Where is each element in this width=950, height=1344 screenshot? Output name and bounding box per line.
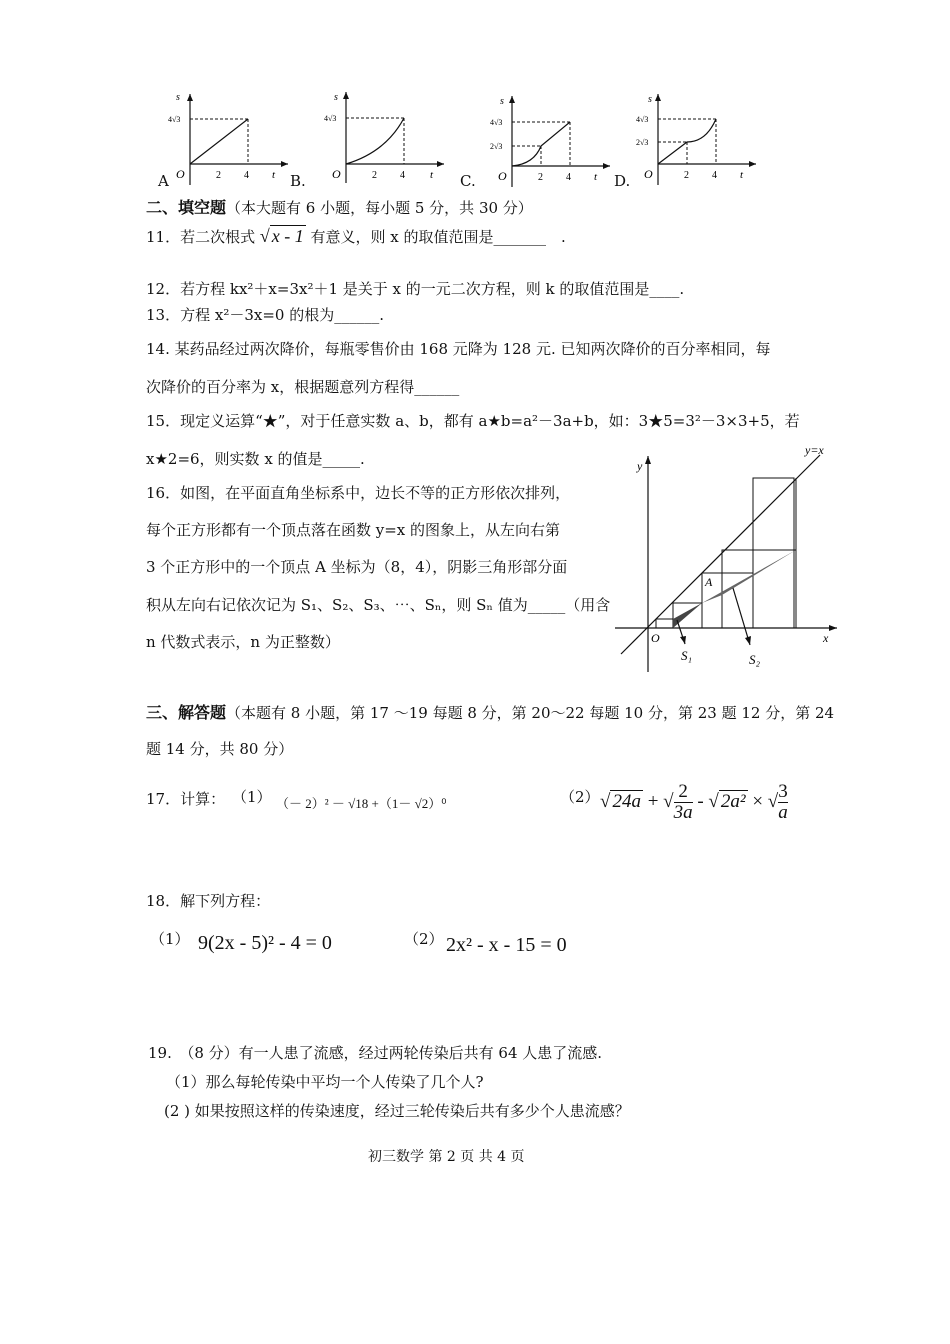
svg-text:O: O bbox=[644, 167, 653, 181]
svg-text:O: O bbox=[332, 167, 341, 181]
question-13: 13．方程 x²－3x=0 的根为______. bbox=[146, 306, 384, 324]
svg-text:2: 2 bbox=[216, 170, 221, 181]
figure-x-label: x bbox=[823, 631, 829, 645]
section-2-heading bbox=[146, 195, 533, 218]
question-12: 12．若方程 kx²＋x=3x²＋1 是关于 x 的一元二次方程，则 k 的取值范围是____. bbox=[146, 280, 685, 298]
svg-text:t: t bbox=[594, 171, 598, 183]
question-18-equation-2: 2x² - x - 15 = 0 bbox=[446, 934, 567, 956]
question-16-line-5: n 代数式表示，n 为正整数） bbox=[146, 633, 340, 651]
question-14-line-1: 14. 某药品经过两次降价，每瓶零售价由 168 元降为 128 元. 已知两次降价的百分率相同，每 bbox=[146, 340, 771, 358]
section-3-note-1: （本题有 8 小题，第 17 ～19 每题 8 分，第 20～22 每题 10 分，第 23 题 12 分，第 24 bbox=[226, 704, 835, 722]
option-b-label: B. bbox=[290, 172, 306, 190]
question-19-line-3: (2 ) 如果按照这样的传染速度，经过三轮传染后共有多少个人患流感？ bbox=[164, 1102, 630, 1120]
svg-text:2: 2 bbox=[684, 170, 689, 181]
question-18-part-1: （1） bbox=[150, 930, 190, 948]
question-16-line-4: 积从左向右记依次记为 S₁、S₂、S₃、⋯、Sₙ，则 Sₙ 值为_____（用含 bbox=[146, 596, 611, 614]
svg-text:4√3: 4√3 bbox=[324, 114, 337, 123]
graph-d-svg bbox=[628, 90, 758, 190]
svg-text:2√3: 2√3 bbox=[636, 138, 649, 147]
graph-option-a bbox=[160, 90, 290, 190]
svg-text:4√3: 4√3 bbox=[490, 118, 503, 127]
question-15-line-2: x★2=6，则实数 x 的值是_____. bbox=[146, 450, 365, 468]
figure-y-label: y bbox=[637, 459, 643, 473]
question-16-line-3: 3 个正方形中的一个顶点 A 坐标为（8，4），阴影三角形部分面 bbox=[146, 558, 568, 576]
svg-text:s: s bbox=[334, 92, 338, 103]
svg-text:t: t bbox=[430, 169, 434, 181]
svg-text:4: 4 bbox=[712, 170, 717, 181]
svg-text:t: t bbox=[272, 169, 276, 181]
question-15-line-1: 15．现定义运算“★”，对于任意实数 a、b，都有 a★b=a²－3a+b，如：3★5=3²－3×3+5，若 bbox=[146, 412, 800, 430]
svg-text:4: 4 bbox=[244, 170, 249, 181]
option-d-label: D. bbox=[614, 172, 631, 190]
section-3-heading bbox=[146, 700, 834, 723]
sqrt-term-1: √ 24a bbox=[600, 790, 641, 812]
graph-b-svg bbox=[316, 88, 446, 188]
question-19-line-1: 19. （8 分）有一人患了流感，经过两轮传染后共有 64 人患了流感. bbox=[148, 1044, 603, 1062]
question-17-label: 17．计算： bbox=[146, 790, 226, 808]
sqrt-radicand: x - 1 bbox=[271, 226, 304, 246]
svg-text:2√3: 2√3 bbox=[490, 142, 503, 151]
svg-text:s: s bbox=[648, 94, 652, 105]
question-17-part-2: （2） bbox=[560, 788, 600, 806]
question-17-expr-1: （－ 2）² － √18 +（1－ √2）⁰ bbox=[276, 796, 447, 811]
section-3-note-2: 题 14 分，共 80 分） bbox=[146, 740, 294, 758]
svg-text:O: O bbox=[498, 169, 507, 183]
graph-c-svg bbox=[482, 92, 612, 192]
option-c-label: C. bbox=[460, 172, 476, 190]
section-3-title: 三、解答题 bbox=[146, 703, 227, 722]
question-16-line-1: 16．如图，在平面直角坐标系中，边长不等的正方形依次排列， bbox=[146, 484, 571, 502]
question-16-line-2: 每个正方形都有一个顶点落在函数 y=x 的图象上，从左向右第 bbox=[146, 521, 561, 539]
question-19-line-2: （1）那么每轮传染中平均一个人传染了几个人? bbox=[166, 1073, 484, 1091]
question-17-part-1: （1） bbox=[232, 788, 272, 806]
question-17-expr-2: √ 24a + √ $\frac{2}{3a}$ - √ 2a² × √ $\frac{3}{a}$ bbox=[600, 781, 788, 823]
figure-origin: O bbox=[651, 631, 660, 645]
axis-s-label: s bbox=[176, 92, 180, 103]
figure-point-a: A bbox=[705, 575, 713, 589]
question-18-equation-1: 9(2x - 5)² - 4 = 0 bbox=[198, 932, 332, 954]
question-14-line-2: 次降价的百分率为 x，根据题意列方程得______ bbox=[146, 378, 460, 396]
question-18-label: 18．解下列方程： bbox=[146, 892, 271, 910]
svg-text:2: 2 bbox=[372, 170, 377, 181]
page-footer: 初三数学 第 2 页 共 4 页 bbox=[368, 1149, 525, 1165]
svg-text:4: 4 bbox=[400, 170, 405, 181]
svg-text:s: s bbox=[500, 96, 504, 107]
sqrt-term-3: √ 2a² bbox=[708, 790, 746, 812]
svg-text:4√3: 4√3 bbox=[636, 115, 649, 124]
svg-text:4√3: 4√3 bbox=[168, 115, 181, 124]
question-18-part-2: （2） bbox=[404, 930, 444, 948]
figure-s2: S₂ bbox=[749, 652, 761, 667]
graph-a-svg bbox=[160, 90, 290, 190]
svg-text:t: t bbox=[740, 169, 744, 181]
figure-16 bbox=[615, 440, 840, 676]
section-2-note: （本大题有 6 小题，每小题 5 分，共 30 分） bbox=[226, 199, 533, 217]
sqrt-term-4: √ $\frac{3}{a}$ bbox=[767, 781, 788, 823]
graph-option-b bbox=[316, 88, 446, 188]
figure-16-svg bbox=[615, 440, 840, 676]
question-11: 11．若二次根式 √ x - 1 有意义，则 x 的取值范围是_______ . bbox=[146, 226, 566, 246]
section-2-title: 二、填空题 bbox=[146, 198, 227, 217]
option-a-label: A bbox=[158, 172, 169, 190]
graph-option-d bbox=[628, 90, 758, 190]
svg-text:O: O bbox=[176, 167, 185, 181]
svg-text:4: 4 bbox=[566, 172, 571, 183]
figure-s1: S₁ bbox=[681, 648, 693, 663]
sqrt-sign: √ x - 1 bbox=[259, 226, 304, 246]
graph-option-c bbox=[482, 92, 612, 192]
figure-line-label: y=x bbox=[805, 443, 824, 457]
svg-text:2: 2 bbox=[538, 172, 543, 183]
sqrt-term-2: √ $\frac{2}{3a}$ bbox=[663, 781, 693, 823]
